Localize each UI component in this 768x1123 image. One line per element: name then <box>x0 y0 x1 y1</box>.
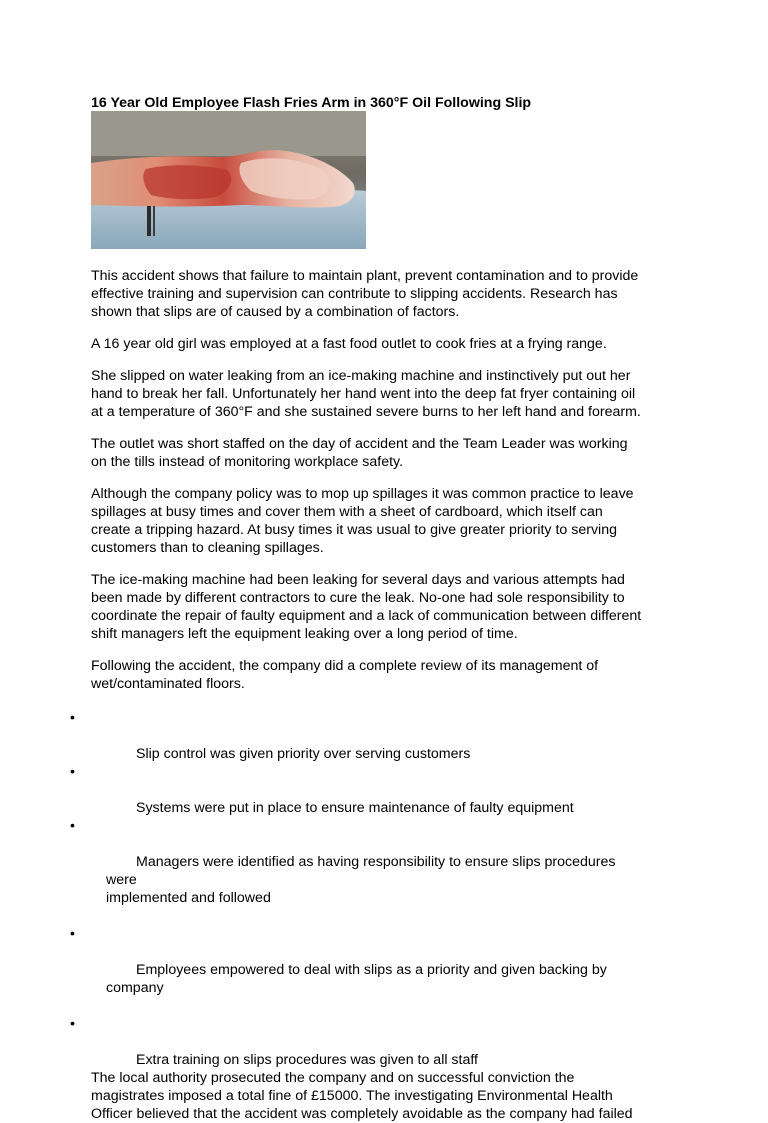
list-item-text: Managers were identified as having responsibility to ensure slips procedures <box>136 854 616 870</box>
bullet-icon: • <box>70 1016 75 1032</box>
bullet-icon: • <box>70 818 75 834</box>
paragraph-slip: She slipped on water leaking from an ice-making machine and instinctively put out her hand to break her fall. Unfortunately her hand went into the deep fat fryer containing oil at a temperature of 360°F and she sustained severe burns to her left hand and forearm. <box>91 368 641 420</box>
list-item <box>70 925 676 1015</box>
list-item-text: Extra training on slips procedures was given to all staff <box>136 1052 478 1068</box>
paragraph-prosecution: The local authority prosecuted the company and on successful conviction the magistrates imposed a total fine of £15000. The investigating Environmental Health Officer believed that the accident was completely avoidable as the company had failed <box>91 1070 633 1122</box>
article-body <box>70 267 691 1123</box>
list-item <box>70 1015 676 1069</box>
article-title: 16 Year Old Employee Flash Fries Arm in 360°F Oil Following Slip <box>91 95 532 111</box>
list-item-text: Slip control was given priority over serving customers <box>136 746 471 762</box>
list-item-text: Employees empowered to deal with slips as a priority and given backing by <box>136 962 607 978</box>
burned-arm-photo <box>91 111 366 249</box>
burned-arm-photo-image <box>91 111 366 249</box>
paragraph-staffing: The outlet was short staffed on the day of accident and the Team Leader was working on the tills instead of monitoring workplace safety. <box>91 436 628 470</box>
paragraph-machine: The ice-making machine had been leaking for several days and various attempts had been made by different contractors to cure the leak. No-one had sole responsibility to coordinate the repair of faulty equipment and a lack of communication between different shift managers left the equipment leaking over a long period of time. <box>91 572 642 642</box>
list-item <box>70 709 676 763</box>
bullet-icon: • <box>70 710 75 726</box>
paragraph-policy: Although the company policy was to mop up spillages it was common practice to leave spillages at busy times and cover them with a sheet of cardboard, which itself can create a tripping hazard. At busy times it was usual to give greater priority to serving customers than to cleaning spillages. <box>91 486 634 556</box>
bullet-icon: • <box>70 926 75 942</box>
paragraph-employee: A 16 year old girl was employed at a fast food outlet to cook fries at a frying range. <box>91 336 607 352</box>
measures-list <box>70 709 676 1069</box>
list-item-text: Systems were put in place to ensure maintenance of faulty equipment <box>136 800 574 816</box>
paragraph-review: Following the accident, the company did a complete review of its management of wet/contaminated floors. <box>91 658 599 692</box>
list-item <box>70 817 676 925</box>
list-item-continuation: company <box>106 980 164 996</box>
bullet-icon: • <box>70 764 75 780</box>
list-item-continuation: were implemented and followed <box>106 872 271 906</box>
paragraph-intro: This accident shows that failure to maintain plant, prevent contamination and to provide effective training and supervision can contribute to slipping accidents. Research has shown that slips are of caused by a combination of factors. <box>91 268 639 320</box>
list-item <box>70 763 676 817</box>
